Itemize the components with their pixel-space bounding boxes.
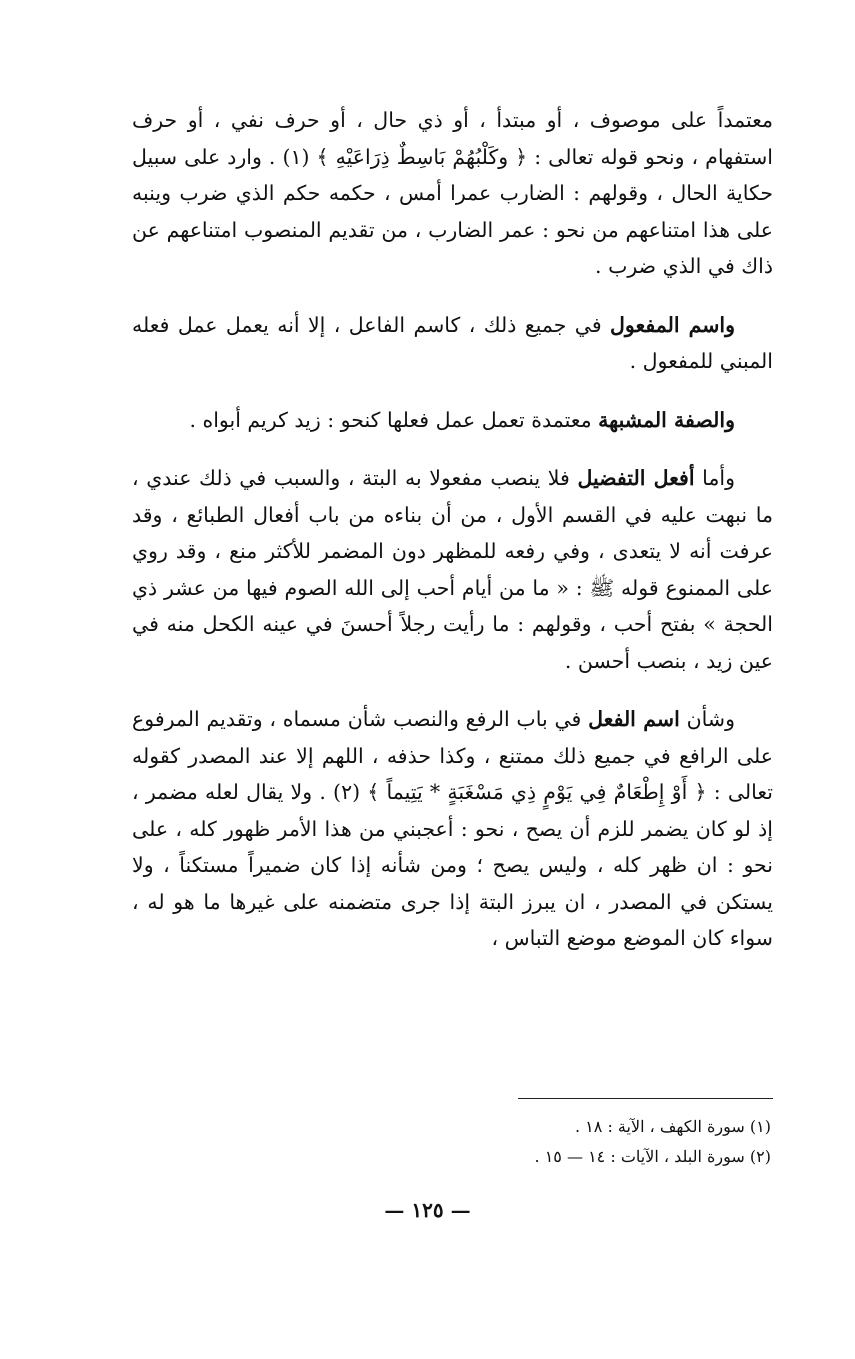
paragraph-4-text: فلا ينصب مفعولا به البتة ، والسبب في ذلك عندي ، ما نبهت عليه في القسم الأول ، من أن بناءه من باب أفعال الطبائع ، وقد عرفت أنه لا يتعدى ، وفي رفعه للمظهر دون المضمر للأكثر منع ، وقد روي على الممنوع قوله ﷺ : « ما من أيام أحب إلى الله الصوم فيها من عشر ذي الحجة » بفتح أحب ، وقولهم : ما رأيت رجلاً أحسنَ في عينه الكحل منه في عين زيد ، بنصب أحسن . [132, 466, 773, 673]
paragraph-5-text: في باب الرفع والنصب شأن مسماه ، وتقديم المرفوع على الرافع في جميع ذلك ممتنع ، وكذا حذفه ، اللهم إلا عند المصدر كقوله تعالى : ﴿ أَوْ إِطْعَامٌ فِي يَوْمٍ ذِي مَسْغَبَةٍ * يَتِيماً ﴾ (٢) . ولا يقال لعله مضمر ، إذ لو كان يضمر للزم أن يصح ، نحو : أعجبني من هذا الأمر ظهور كله ، على نحو : ان ظهر كله ، وليس يصح ؛ ومن شأنه إذا كان ضميراً مستكناً ، ولا يستكن في المصدر ، ان يبرز البتة إذا جرى متضمنه على غيرها ما هو له ، سواء كان الموضع موضع التباس ، [132, 707, 773, 950]
paragraph-3 [132, 402, 773, 439]
footnotes [300, 1112, 771, 1172]
footnote-divider [518, 1098, 773, 1099]
main-text [132, 102, 773, 979]
paragraph-4 [132, 460, 773, 679]
paragraph-5-lead: وشأن [679, 707, 735, 731]
paragraph-1-text: معتمداً على موصوف ، أو مبتدأ ، أو ذي حال ، أو حرف نفي ، أو حرف استفهام ، ونحو قوله تعالى : ﴿ وكَلْبُهُمْ بَاسِطٌ ذِرَاعَيْهِ ﴾ (١) . وارد على سبيل حكاية الحال ، وقولهم : الضارب عمرا أمس ، حكمه حكم الذي ضرب وينبه على هذا امتناعهم من نحو : عمر الضارب ، من تقديم المنصوب امتناعهم عن ذاك في الذي ضرب . [132, 108, 773, 278]
term-afal-tafdil: أفعل التفضيل [577, 466, 695, 490]
paragraph-2-text: في جميع ذلك ، كاسم الفاعل ، إلا أنه يعمل عمل فعله المبني للمفعول . [132, 312, 773, 373]
paragraph-5 [132, 701, 773, 957]
paragraph-4-lead: وأما [694, 466, 735, 490]
paragraph-1 [132, 102, 773, 285]
term-ism-al-fil: اسم الفعل [588, 707, 680, 731]
term-sifa-mushabbaha: والصفة المشبهة [598, 407, 735, 432]
footnote-2: (٢) سورة البلد ، الآيات : ١٤ — ١٥ . [534, 1147, 771, 1166]
term-ism-al-maful: واسم المفعول [610, 312, 735, 337]
footnote-1: (١) سورة الكهف ، الآية : ١٨ . [575, 1117, 771, 1136]
paragraph-3-text: معتمدة تعمل عمل فعلها كنحو : زيد كريم أبواه . [189, 407, 599, 432]
page-number: — ١٢٥ — [384, 1198, 471, 1222]
paragraph-2 [132, 307, 773, 380]
